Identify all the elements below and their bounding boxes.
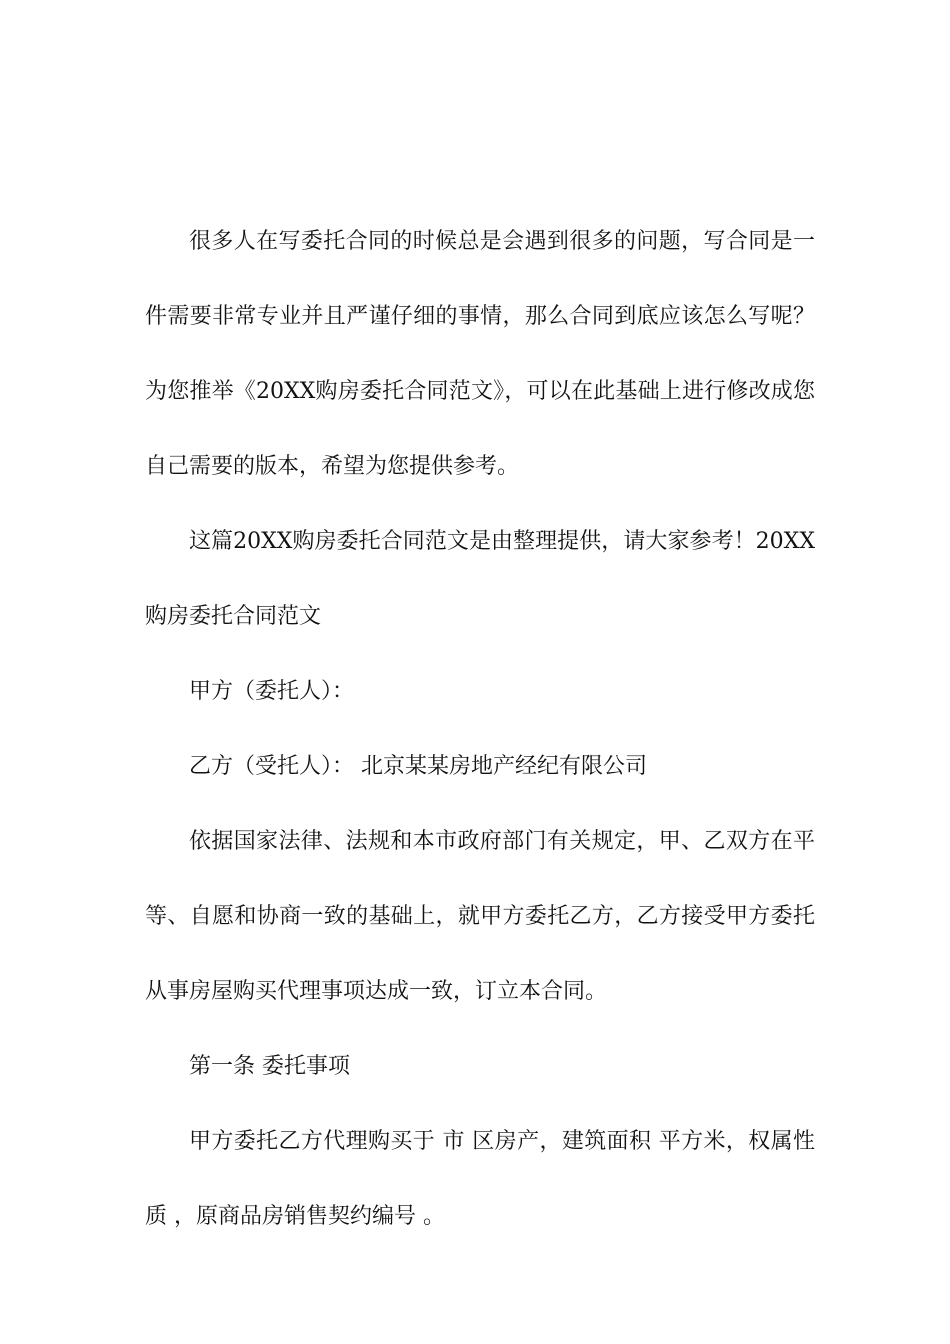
intro-paragraph: 很多人在写委托合同的时候总是会遇到很多的问题，写合同是一件需要非常专业并且严谨仔细的事情，那么合同到底应该怎么写呢？为您推举《20XX购房委托合同范文》，可以在此基础上进行修改成您自己需要的版本，希望为您提供参考。 bbox=[145, 229, 815, 479]
article-1-heading: 第一条 委托事项 bbox=[189, 1054, 350, 1079]
party-a-line: 甲方（委托人）： bbox=[189, 679, 355, 704]
preamble-paragraph: 依据国家法律、法规和本市政府部门有关规定，甲、乙双方在平等、自愿和协商一致的基础上，就甲方委托乙方，乙方接受甲方委托从事房屋购买代理事项达成一致，订立本合同。 bbox=[145, 829, 815, 1004]
party-b-line: 乙方（受托人）： 北京某某房地产经纪有限公司 bbox=[189, 754, 647, 779]
source-paragraph: 这篇20XX购房委托合同范文是由整理提供，请大家参考！20XX购房委托合同范文 bbox=[145, 529, 815, 629]
document-body bbox=[145, 204, 815, 1254]
article-1-body: 甲方委托乙方代理购买于 市 区房产，建筑面积 平方米，权属性质 ，原商品房销售契约编号 。 bbox=[145, 1129, 815, 1229]
